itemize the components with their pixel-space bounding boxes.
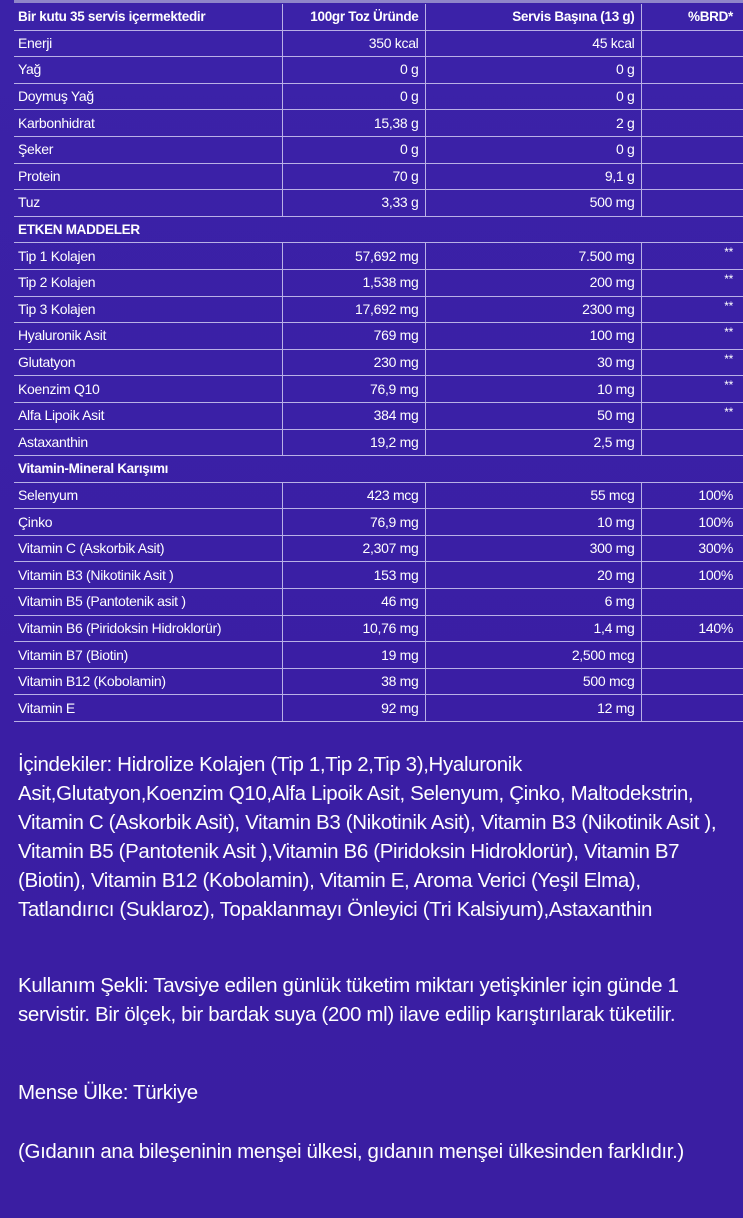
nutrient-name: Glutatyon	[14, 349, 282, 376]
value-per-serving: 500 mcg	[425, 668, 641, 695]
value-per-serving: 0 g	[425, 57, 641, 84]
value-per-serving: 1,4 mg	[425, 615, 641, 642]
value-per-100g: 1,538 mg	[282, 269, 425, 296]
table-row	[14, 57, 743, 84]
value-per-serving: 2300 mg	[425, 296, 641, 323]
nutrient-name: Şeker	[14, 136, 282, 163]
table-row	[14, 296, 743, 323]
value-per-100g: 0 g	[282, 136, 425, 163]
nutrient-name: Yağ	[14, 57, 282, 84]
rda-value: 100%	[641, 562, 743, 589]
value-per-serving: 10 mg	[425, 509, 641, 536]
rda-value	[641, 163, 743, 190]
section-title: ETKEN MADDELER	[14, 216, 743, 243]
table-row	[14, 136, 743, 163]
rda-value: **	[641, 376, 743, 403]
nutrient-name: Hyaluronik Asit	[14, 323, 282, 350]
value-per-serving: 6 mg	[425, 589, 641, 616]
table-row	[14, 429, 743, 456]
table-row	[14, 349, 743, 376]
header-per-100g: 100gr Toz Üründe	[282, 4, 425, 30]
table-row	[14, 323, 743, 350]
rda-value	[641, 136, 743, 163]
table-row	[14, 589, 743, 616]
value-per-serving: 2 g	[425, 110, 641, 137]
nutrient-name: Astaxanthin	[14, 429, 282, 456]
value-per-serving: 20 mg	[425, 562, 641, 589]
rda-value	[641, 429, 743, 456]
value-per-100g: 153 mg	[282, 562, 425, 589]
rda-value	[641, 589, 743, 616]
nutrient-name: Tip 2 Kolajen	[14, 269, 282, 296]
rda-value: 100%	[641, 482, 743, 509]
table-section-row	[14, 216, 743, 243]
value-per-100g: 19,2 mg	[282, 429, 425, 456]
table-header-row	[14, 4, 743, 30]
table-row	[14, 243, 743, 270]
value-per-100g: 384 mg	[282, 402, 425, 429]
rda-value: **	[641, 402, 743, 429]
value-per-100g: 76,9 mg	[282, 376, 425, 403]
rda-value: **	[641, 323, 743, 350]
value-per-100g: 70 g	[282, 163, 425, 190]
table-row	[14, 376, 743, 403]
section-title: Vitamin-Mineral Karışımı	[14, 456, 743, 483]
value-per-serving: 45 kcal	[425, 30, 641, 57]
value-per-100g: 19 mg	[282, 642, 425, 669]
value-per-100g: 57,692 mg	[282, 243, 425, 270]
rda-value	[641, 695, 743, 722]
rda-value: 300%	[641, 535, 743, 562]
origin-note-text: (Gıdanın ana bileşeninin menşei ülkesi, gıdanın menşei ülkesinden farklıdır.)	[18, 1140, 684, 1163]
rda-value: 140%	[641, 615, 743, 642]
nutrient-name: Selenyum	[14, 482, 282, 509]
value-per-100g: 10,76 mg	[282, 615, 425, 642]
origin-country-text: Mense Ülke: Türkiye	[18, 1081, 198, 1104]
table-row	[14, 190, 743, 217]
rda-value	[641, 642, 743, 669]
value-per-100g: 38 mg	[282, 668, 425, 695]
value-per-100g: 46 mg	[282, 589, 425, 616]
value-per-100g: 3,33 g	[282, 190, 425, 217]
rda-value: **	[641, 296, 743, 323]
table-row	[14, 509, 743, 536]
table-row	[14, 163, 743, 190]
value-per-serving: 55 mcg	[425, 482, 641, 509]
nutrient-name: Vitamin B7 (Biotin)	[14, 642, 282, 669]
table-section-row	[14, 456, 743, 483]
value-per-100g: 92 mg	[282, 695, 425, 722]
nutrient-name: Koenzim Q10	[14, 376, 282, 403]
value-per-100g: 423 mcg	[282, 482, 425, 509]
nutrient-name: Çinko	[14, 509, 282, 536]
value-per-serving: 9,1 g	[425, 163, 641, 190]
value-per-serving: 300 mg	[425, 535, 641, 562]
table-row	[14, 668, 743, 695]
value-per-serving: 0 g	[425, 136, 641, 163]
value-per-100g: 2,307 mg	[282, 535, 425, 562]
rda-value	[641, 83, 743, 110]
nutrient-name: Doymuş Yağ	[14, 83, 282, 110]
rda-value: **	[641, 269, 743, 296]
value-per-serving: 0 g	[425, 83, 641, 110]
nutrient-name: Alfa Lipoik Asit	[14, 402, 282, 429]
value-per-serving: 2,500 mcg	[425, 642, 641, 669]
table-row	[14, 562, 743, 589]
value-per-serving: 100 mg	[425, 323, 641, 350]
value-per-serving: 200 mg	[425, 269, 641, 296]
table-row	[14, 83, 743, 110]
header-serving-info: Bir kutu 35 servis içermektedir	[14, 4, 282, 30]
table-row	[14, 615, 743, 642]
nutrient-name: Vitamin B12 (Kobolamin)	[14, 668, 282, 695]
rda-value	[641, 57, 743, 84]
value-per-100g: 0 g	[282, 83, 425, 110]
rda-value	[641, 668, 743, 695]
rda-value: 100%	[641, 509, 743, 536]
value-per-serving: 2,5 mg	[425, 429, 641, 456]
table-row	[14, 30, 743, 57]
rda-value	[641, 110, 743, 137]
nutrient-name: Vitamin B3 (Nikotinik Asit )	[14, 562, 282, 589]
value-per-100g: 769 mg	[282, 323, 425, 350]
header-rda: %BRD*	[641, 4, 743, 30]
nutrient-name: Tuz	[14, 190, 282, 217]
header-per-serving: Servis Başına (13 g)	[425, 4, 641, 30]
value-per-100g: 76,9 mg	[282, 509, 425, 536]
nutrition-table-wrapper	[14, 4, 743, 722]
value-per-serving: 50 mg	[425, 402, 641, 429]
usage-text: Kullanım Şekli: Tavsiye edilen günlük tüketim miktarı yetişkinler için günde 1 servistir. Bir ölçek, bir bardak suya (200 ml) ilave edilip karıştırılarak tüketilir.	[18, 974, 679, 1026]
table-row	[14, 269, 743, 296]
nutrient-name: Enerji	[14, 30, 282, 57]
rda-value	[641, 30, 743, 57]
table-row	[14, 642, 743, 669]
value-per-serving: 7.500 mg	[425, 243, 641, 270]
value-per-100g: 17,692 mg	[282, 296, 425, 323]
nutrient-name: Vitamin B5 (Pantotenik asit )	[14, 589, 282, 616]
nutrient-name: Karbonhidrat	[14, 110, 282, 137]
table-row	[14, 110, 743, 137]
value-per-serving: 30 mg	[425, 349, 641, 376]
table-row	[14, 695, 743, 722]
table-row	[14, 402, 743, 429]
nutrient-name: Protein	[14, 163, 282, 190]
table-row	[14, 535, 743, 562]
nutrient-name: Tip 3 Kolajen	[14, 296, 282, 323]
ingredients-text: İçindekiler: Hidrolize Kolajen (Tip 1,Tip 2,Tip 3),Hyaluronik Asit,Glutatyon,Koenzim Q10,Alfa Lipoik Asit, Selenyum, Çinko, Maltodekstrin, Vitamin C (Askorbik Asit), Vitamin B3 (Nikotinik Asit), Vitamin B3 (Nikotinik Asit ), Vitamin B5 (Pantotenik Asit ),Vitamin B6 (Piridoksin Hidroklorür), Vitamin B7 (Biotin), Vitamin B12 (Kobolamin), Vitamin E, Aroma Verici (Yeşil Elma), Tatlandırıcı (Suklaroz), Topaklanmayı Önleyici (Tri Kalsiyum),Astaxanthin	[18, 753, 717, 921]
value-per-100g: 15,38 g	[282, 110, 425, 137]
nutrient-name: Vitamin C (Askorbik Asit)	[14, 535, 282, 562]
nutrient-name: Tip 1 Kolajen	[14, 243, 282, 270]
value-per-100g: 0 g	[282, 57, 425, 84]
table-row	[14, 482, 743, 509]
value-per-serving: 500 mg	[425, 190, 641, 217]
nutrient-name: Vitamin E	[14, 695, 282, 722]
value-per-100g: 230 mg	[282, 349, 425, 376]
top-border	[14, 0, 743, 3]
value-per-serving: 12 mg	[425, 695, 641, 722]
value-per-100g: 350 kcal	[282, 30, 425, 57]
rda-value: **	[641, 349, 743, 376]
rda-value: **	[641, 243, 743, 270]
nutrient-name: Vitamin B6 (Piridoksin Hidroklorür)	[14, 615, 282, 642]
value-per-serving: 10 mg	[425, 376, 641, 403]
rda-value	[641, 190, 743, 217]
nutrition-table	[14, 4, 743, 722]
